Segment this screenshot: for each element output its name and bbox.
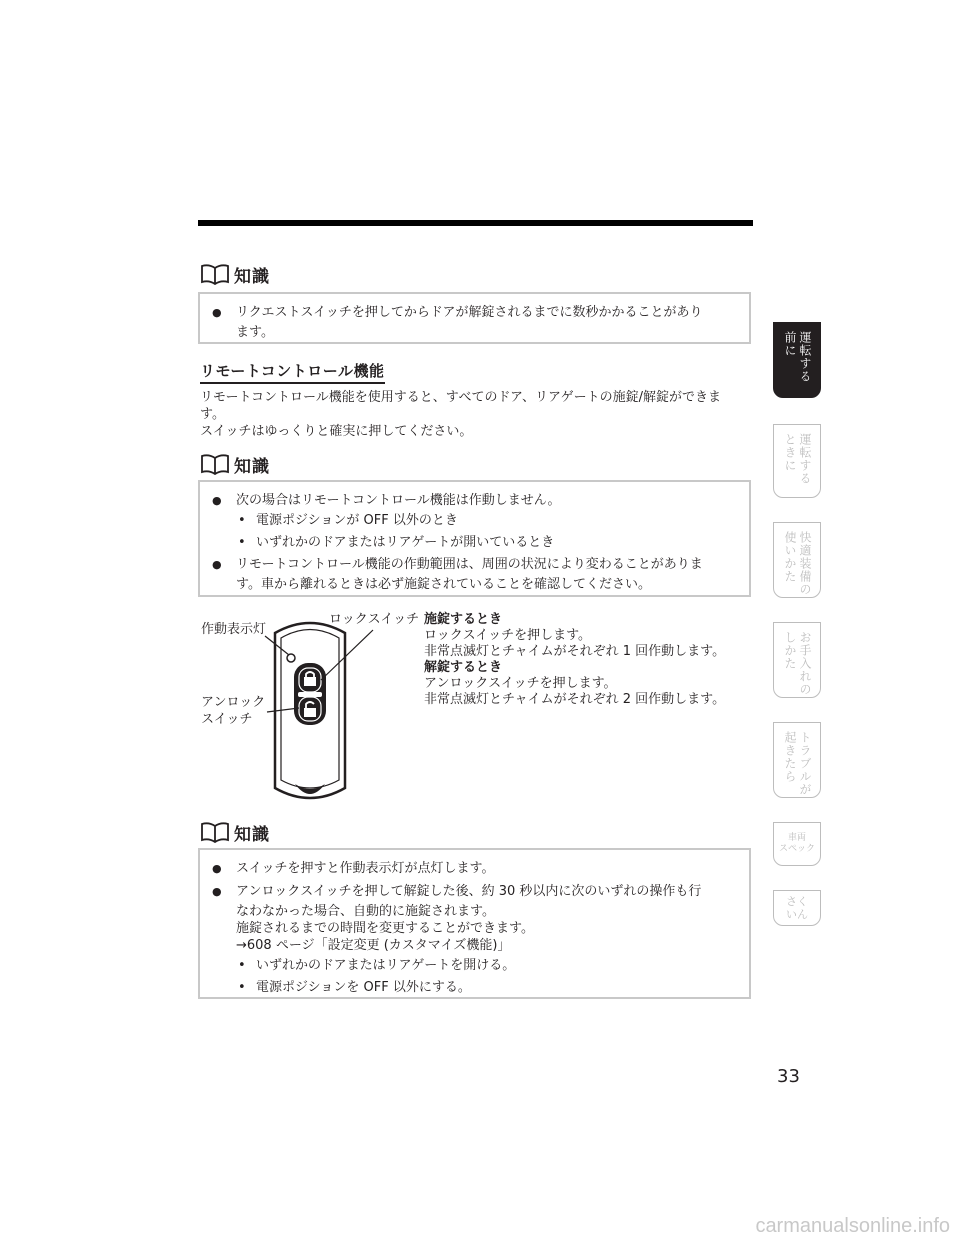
- book-icon: [200, 821, 230, 843]
- book-icon: [200, 453, 230, 475]
- label-unlock-switch: [201, 694, 265, 728]
- note-subbullet: • いずれかのドアまたはリアゲートが開いているとき: [212, 534, 735, 551]
- body-line: スイッチはゆっくりと確実に押してください。: [200, 424, 473, 439]
- note-bullet-cont: す。車から離れるときは必ず施錠されていることを確認してください。: [236, 577, 651, 592]
- note-subbullet: • 電源ポジションを OFF 以外にする。: [212, 979, 735, 996]
- label-indicator-lamp: 作動表示灯: [201, 622, 267, 637]
- tab-label: 運転する: [798, 331, 812, 383]
- tab-label: 前に: [783, 331, 797, 357]
- knowledge-heading-2: [200, 452, 270, 476]
- tab-label: スペック: [778, 844, 815, 854]
- note-bullet-cont: 施錠されるまでの時間を変更することができます。: [236, 921, 534, 936]
- tab-label: 車両: [787, 833, 806, 843]
- note-bullet-cont: ます。: [236, 325, 274, 340]
- knowledge-label: 知識: [234, 456, 270, 477]
- tab-before-driving[interactable]: [773, 322, 821, 398]
- body-line: す。: [200, 407, 225, 422]
- lock-unlock-description: [424, 612, 725, 708]
- watermark: carmanualsonline.info: [755, 1215, 950, 1237]
- desc-line: アンロックスイッチを押します。: [424, 676, 617, 691]
- note-box-3: [198, 848, 751, 999]
- section-title: リモートコントロール機能: [200, 360, 385, 384]
- label-lock-switch: ロックスイッチ: [329, 612, 420, 627]
- page-reference: →608 ページ「設定変更 (カスタマイズ機能)」: [236, 938, 511, 953]
- tab-index[interactable]: [773, 890, 821, 926]
- note-bullet: ● 次の場合はリモートコントロール機能は作動しません。: [212, 492, 735, 509]
- label-unlock-line1: アンロック: [201, 695, 266, 710]
- section-body: [200, 389, 750, 440]
- page-number: 33: [777, 1066, 800, 1087]
- tab-label: いん: [786, 908, 808, 921]
- desc-line: 非常点滅灯とチャイムがそれぞれ 1 回作動します。: [424, 644, 726, 659]
- knowledge-heading-1: [200, 262, 270, 286]
- note-bullet: ● アンロックスイッチを押して解錠した後、約 30 秒以内に次のいずれの操作も行: [212, 883, 735, 900]
- tab-label: しかた: [783, 631, 797, 670]
- note-bullet-cont: なわなかった場合、自動的に施錠されます。: [236, 904, 495, 919]
- knowledge-heading-3: [200, 820, 270, 844]
- unlock-heading: 解錠するとき: [424, 660, 503, 675]
- note-bullet: ● リモートコントロール機能の作動範囲は、周囲の状況により変わることがありま: [212, 556, 735, 573]
- desc-line: 非常点滅灯とチャイムがそれぞれ 2 回作動します。: [424, 692, 726, 707]
- note-bullet: ● スイッチを押すと作動表示灯が点灯します。: [212, 860, 735, 877]
- desc-line: ロックスイッチを押します。: [424, 628, 592, 643]
- tab-label: ときに: [783, 433, 797, 472]
- lock-heading: 施錠するとき: [424, 612, 503, 627]
- tab-label: 快適装備の: [798, 531, 812, 596]
- tab-maintenance[interactable]: [773, 622, 821, 698]
- tab-label: 起きたら: [783, 731, 797, 783]
- tab-troubleshooting[interactable]: [773, 722, 821, 798]
- tab-label: 運転する: [798, 433, 812, 485]
- body-line: リモートコントロール機能を使用すると、すべてのドア、リアゲートの施錠/解錠ができま: [200, 390, 722, 405]
- note-bullet: ● リクエストスイッチを押してからドアが解錠されるまでに数秒かかることがあり: [212, 304, 735, 321]
- tab-specifications[interactable]: [773, 822, 821, 866]
- note-subbullet: • いずれかのドアまたはリアゲートを開ける。: [212, 957, 735, 974]
- note-box-1: [198, 292, 751, 344]
- top-rule: [198, 220, 753, 226]
- tab-label: トラブルが: [798, 731, 812, 796]
- tab-label: 使いかた: [783, 531, 797, 583]
- tab-comfort-features[interactable]: [773, 522, 821, 598]
- knowledge-label: 知識: [234, 824, 270, 845]
- label-unlock-line2: スイッチ: [201, 712, 253, 727]
- tab-label: お手入れの: [798, 631, 812, 696]
- note-box-2: [198, 480, 751, 597]
- knowledge-label: 知識: [234, 266, 270, 287]
- note-subbullet: • 電源ポジションが OFF 以外のとき: [212, 512, 735, 529]
- book-icon: [200, 263, 230, 285]
- tab-while-driving[interactable]: [773, 424, 821, 498]
- tab-label: さく: [786, 895, 808, 908]
